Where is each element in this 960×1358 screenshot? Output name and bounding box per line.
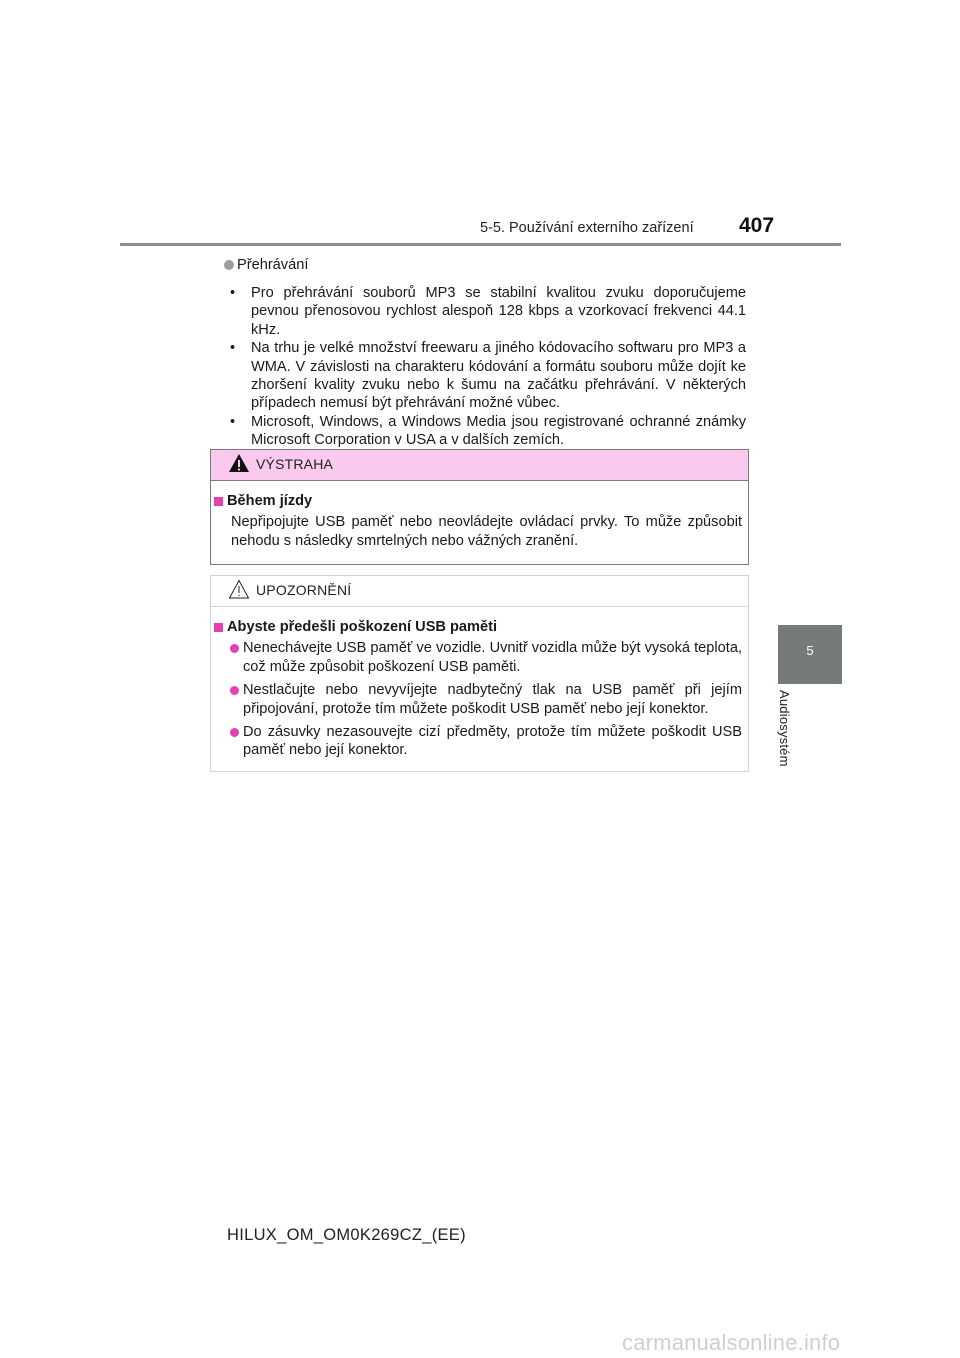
site-watermark: carmanualsonline.info bbox=[622, 1330, 841, 1355]
running-header-section: 5-5. Používání externího zařízení bbox=[480, 220, 694, 236]
caution-body bbox=[211, 607, 748, 760]
bullet-icon: • bbox=[230, 340, 236, 357]
caution-title: Abyste předešli poškození USB paměti bbox=[227, 619, 498, 635]
pink-dot-icon bbox=[230, 686, 239, 695]
warning-title: Během jízdy bbox=[227, 493, 313, 509]
warning-label: VÝSTRAHA bbox=[256, 456, 334, 472]
caution-list bbox=[214, 639, 742, 759]
caution-label: UPOZORNĚNÍ bbox=[256, 582, 352, 598]
warning-text: Nepřipojujte USB paměť nebo neovládejte ovládací prvky. To může způsobit nehodu s následky smrtelných nebo vážných zranění. bbox=[231, 514, 742, 549]
caution-header bbox=[211, 576, 748, 607]
square-bullet-icon bbox=[214, 497, 223, 506]
caution-triangle-outline-icon bbox=[228, 578, 250, 600]
warning-box bbox=[210, 449, 749, 565]
list-item bbox=[214, 639, 742, 676]
bullet-icon: • bbox=[230, 413, 236, 430]
playback-section bbox=[224, 256, 746, 450]
warning-header bbox=[211, 450, 748, 481]
bullet-dot-icon bbox=[224, 260, 234, 270]
page-number: 407 bbox=[739, 214, 775, 237]
bullet-text: Na trhu je velké množství freewaru a jiného kódovacího softwaru pro MP3 a WMA. V závislosti na charakteru kódování a formátu souboru může dojít ke zhoršení kvality zvuku nebo k šumu na začátku přehrávání. V některých případech nemusí být přehrávání možné vůbec. bbox=[251, 340, 746, 412]
list-item bbox=[224, 339, 746, 413]
caution-item-text: Do zásuvky nezasouvejte cizí předměty, protože tím můžete poškodit USB paměť nebo její konektor. bbox=[243, 724, 742, 759]
warning-triangle-filled-icon bbox=[228, 452, 250, 474]
caution-box bbox=[210, 575, 749, 772]
chapter-title-vertical bbox=[777, 690, 805, 780]
bullet-icon: • bbox=[230, 285, 236, 301]
warning-title-row bbox=[214, 492, 742, 510]
pink-dot-icon bbox=[230, 644, 239, 653]
pink-dot-icon bbox=[230, 728, 239, 737]
list-item bbox=[214, 723, 742, 760]
chapter-number: 5 bbox=[806, 643, 814, 658]
list-item bbox=[224, 284, 746, 339]
document-code: HILUX_OM_OM0K269CZ_(EE) bbox=[227, 1226, 466, 1244]
caution-title-row bbox=[214, 618, 742, 636]
chapter-title: Audiosystém bbox=[777, 690, 792, 767]
chapter-tab bbox=[778, 625, 842, 684]
bullet-text: Microsoft, Windows, a Windows Media jsou registrované ochranné známky Microsoft Corporation v USA a v dalších zemích. bbox=[251, 413, 746, 449]
playback-heading-row bbox=[224, 256, 746, 274]
caution-item-text: Nestlačujte nebo nevyvíjejte nadbytečný tlak na USB paměť při jejím připojování, protože tím můžete poškodit USB paměť nebo její konektor. bbox=[243, 682, 742, 717]
warning-body bbox=[211, 481, 748, 550]
square-bullet-icon bbox=[214, 623, 223, 632]
list-item bbox=[224, 413, 746, 450]
playback-bullet-list bbox=[224, 284, 746, 450]
header-divider bbox=[120, 243, 841, 246]
playback-heading: Přehrávání bbox=[237, 256, 309, 273]
list-item bbox=[214, 681, 742, 718]
bullet-text: Pro přehrávání souborů MP3 se stabilní kvalitou zvuku doporučujeme pevnou přenosovou rychlost alespoň 128 kbps a vzorkovací frekvenci 44.1 kHz. bbox=[251, 285, 746, 338]
caution-item-text: Nenechávejte USB paměť ve vozidle. Uvnitř vozidla může být vysoká teplota, což může způsobit poškození USB paměti. bbox=[243, 640, 742, 675]
